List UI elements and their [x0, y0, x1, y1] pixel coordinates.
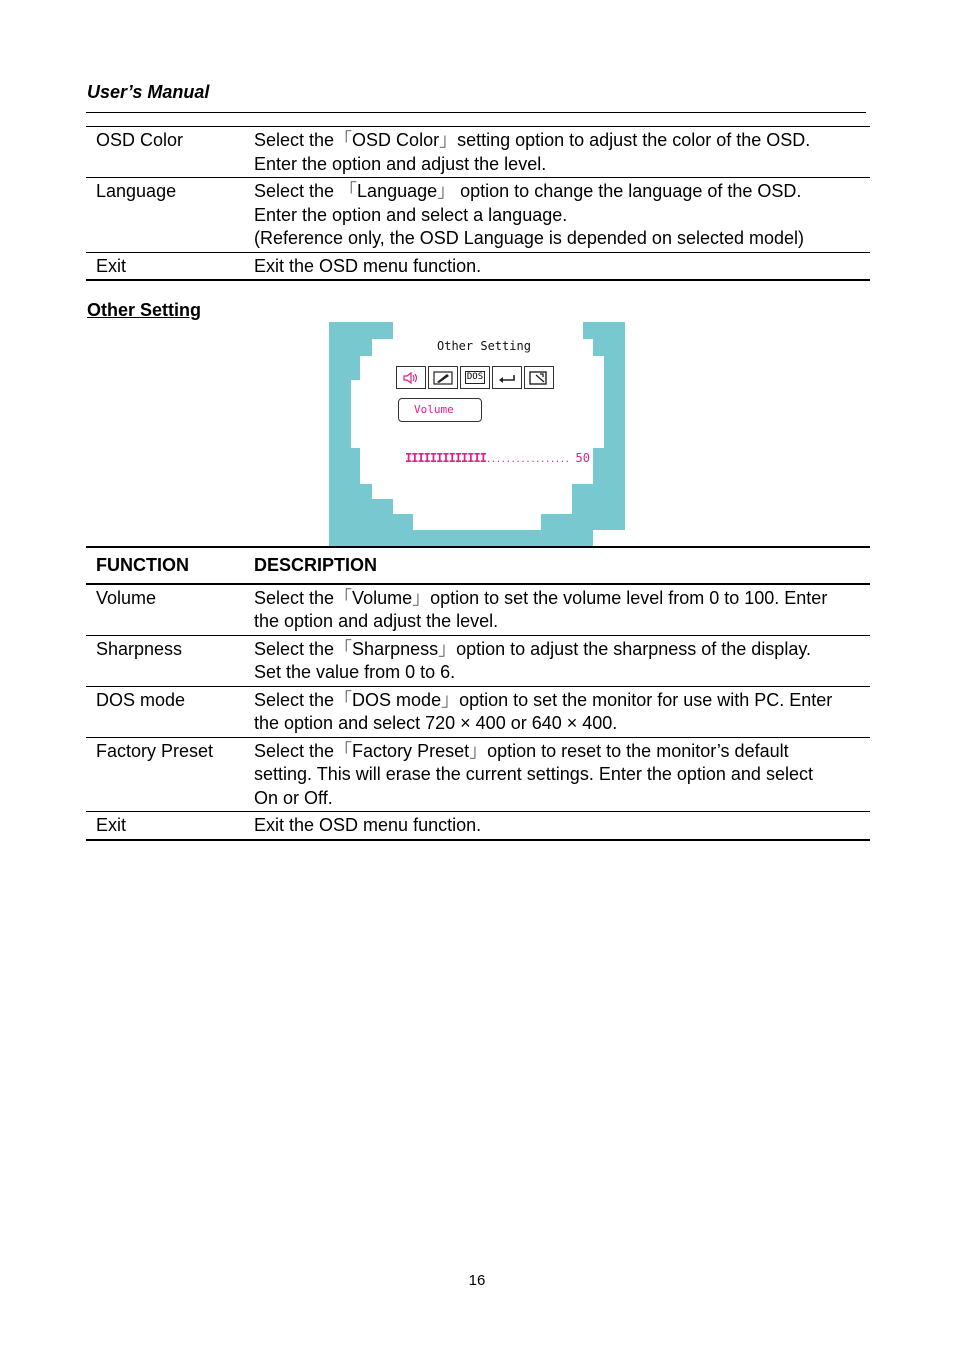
- section-title: Other Setting: [87, 300, 202, 320]
- other-settings-table: [86, 546, 870, 841]
- page-number: 16: [468, 1272, 486, 1289]
- description-line: Select the 「Language」 option to change the language of the OSD.: [254, 181, 802, 201]
- description-line: the option and adjust the level.: [254, 611, 499, 631]
- function-cell: Exit: [86, 812, 254, 840]
- table-row: [86, 812, 870, 840]
- table-row: [86, 686, 870, 737]
- description-line: Exit the OSD menu function.: [254, 815, 482, 835]
- table-row: [86, 127, 870, 178]
- dos-icon: [460, 366, 490, 389]
- description-line: Enter the option and select a language.: [254, 204, 568, 225]
- osd-tooltip: Volume: [398, 398, 482, 422]
- table-header-row: [86, 547, 870, 584]
- volume-bar-track: .................: [485, 455, 570, 465]
- table-row: [86, 635, 870, 686]
- description-cell: [254, 178, 870, 253]
- description-line: Select the「Volume」option to set the volume level from 0 to 100. Enter: [254, 587, 828, 608]
- osd-frame: [329, 322, 625, 546]
- function-cell: Language: [86, 178, 254, 253]
- description-cell: [254, 252, 870, 280]
- volume-level-bar: [405, 451, 590, 465]
- column-header-function: FUNCTION: [86, 547, 254, 584]
- description-line: Select the「Factory Preset」option to reset to the monitor’s default: [254, 740, 789, 761]
- function-cell: Volume: [96, 587, 157, 608]
- function-cell: Exit: [86, 252, 254, 280]
- volume-value: 50: [575, 451, 590, 465]
- description-line: the option and select 720 × 400 or 640 × 400.: [254, 713, 618, 733]
- description-line: setting. This will erase the current settings. Enter the option and select: [254, 764, 813, 784]
- column-header-description: DESCRIPTION: [254, 547, 870, 584]
- description-cell: [254, 635, 870, 686]
- description-line: Set the value from 0 to 6.: [254, 662, 456, 682]
- return-icon: [492, 366, 522, 389]
- description-line: (Reference only, the OSD Language is depended on selected model): [254, 228, 805, 248]
- speaker-icon: [396, 366, 426, 389]
- osd-title: Other Setting: [437, 339, 531, 353]
- header-divider: [86, 112, 866, 113]
- description-line: Enter the option and adjust the level.: [254, 153, 547, 174]
- factory-preset-icon: [524, 366, 554, 389]
- sharpness-icon: [428, 366, 458, 389]
- description-line: Select the「OSD Color」setting option to adjust the color of the OSD.: [254, 130, 811, 150]
- table-row: [86, 584, 870, 636]
- osd-settings-table: [86, 126, 870, 281]
- description-line: Select the「Sharpness」option to adjust the sharpness of the display.: [254, 638, 811, 659]
- volume-bar-fill: IIIIIIIIIIIII: [405, 451, 486, 465]
- table-row: [86, 252, 870, 280]
- description-line: On or Off.: [254, 787, 333, 808]
- function-cell: OSD Color: [96, 130, 184, 150]
- function-cell: DOS mode: [86, 686, 254, 737]
- description-line: Select the「DOS mode」option to set the monitor for use with PC. Enter: [254, 689, 833, 710]
- osd-menu-illustration: [329, 322, 625, 546]
- function-cell: Sharpness: [86, 635, 254, 686]
- description-line: Exit the OSD menu function.: [254, 255, 482, 276]
- dos-icon-label: DOS: [466, 372, 484, 382]
- document-header-title: User’s Manual: [87, 82, 210, 102]
- description-cell: [254, 812, 870, 840]
- description-cell: [254, 127, 870, 178]
- table-row: [86, 178, 870, 253]
- description-cell: [254, 686, 870, 737]
- description-cell: [254, 584, 870, 636]
- description-cell: [254, 737, 870, 812]
- table-row: [86, 737, 870, 812]
- function-cell: Factory Preset: [86, 737, 254, 812]
